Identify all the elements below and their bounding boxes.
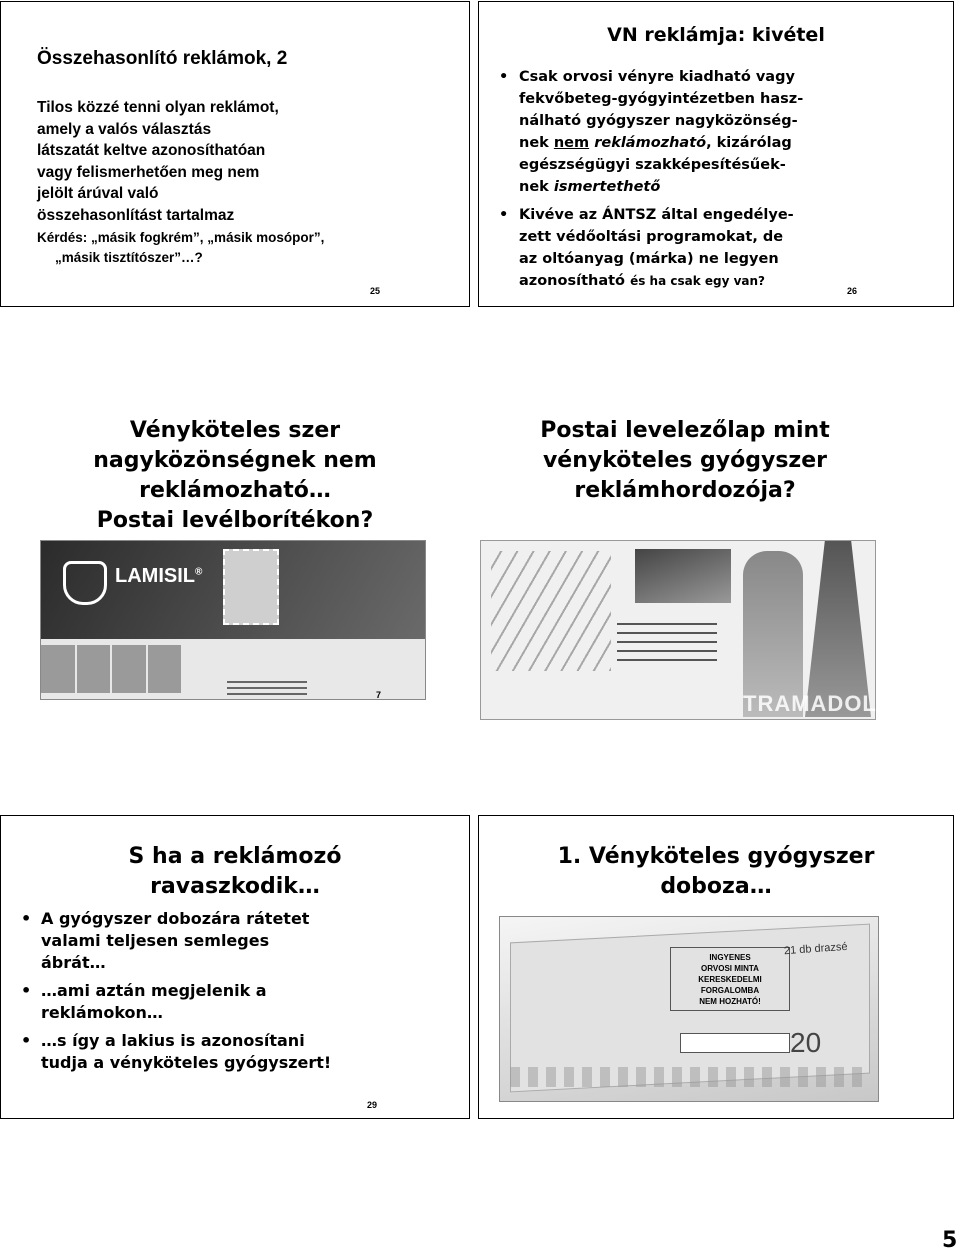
bullet-line xyxy=(519,270,939,292)
body-line: amely a valós választás xyxy=(37,120,212,138)
address-block xyxy=(227,677,307,695)
bullet-line: egészségügyi szakképesítésűek- xyxy=(519,157,786,173)
bullet-dot: • xyxy=(499,207,509,223)
medicine-box-photo xyxy=(499,916,879,1102)
bullet-line: valami teljesen semleges xyxy=(41,931,270,950)
body-line: összehasonlítást tartalmaz xyxy=(37,206,235,224)
body-line: vagy felismerhetően meg nem xyxy=(37,163,260,181)
title-line: vényköteles gyógyszer xyxy=(542,448,828,473)
bullet-line: tudja a vényköteles gyógyszert! xyxy=(41,1053,332,1072)
title-line: ravaszkodik… xyxy=(150,874,320,899)
slide-25 xyxy=(0,1,470,307)
page-number: 25 xyxy=(370,286,381,296)
slide-25-body xyxy=(37,97,457,226)
title-line: S ha a reklámozó xyxy=(128,844,342,869)
slide-26 xyxy=(478,1,954,307)
underlined-word: nem xyxy=(553,135,590,151)
bullet-line: Csak orvosi vényre kiadható vagy xyxy=(519,69,795,85)
bullet-item xyxy=(21,980,441,1024)
bullet-dot: • xyxy=(499,69,509,85)
postage-stamp-icon xyxy=(635,549,731,603)
text-fragment: azonosítható xyxy=(519,273,631,289)
slide-27-title xyxy=(20,416,450,536)
registered-mark: ® xyxy=(195,566,203,578)
postcard-brand: TRAMADOL xyxy=(743,691,877,716)
handwritten-note: 21 db drazsé xyxy=(783,940,848,958)
title-line: 1. Vényköteles gyógyszer xyxy=(557,844,875,869)
box-label xyxy=(670,947,790,1011)
shield-logo-icon xyxy=(63,561,107,605)
envelope-brand xyxy=(115,565,202,588)
title-line: Postai levélborítékon? xyxy=(96,508,374,533)
body-line: látszatát keltve azonosíthatóan xyxy=(37,142,266,159)
sheet-page-number: 5 xyxy=(942,1228,958,1253)
slide-29 xyxy=(0,815,470,1119)
address-block xyxy=(617,617,717,661)
title-line: reklámozható… xyxy=(139,478,331,503)
postage-stamp-icon xyxy=(223,549,279,625)
page-number: 26 xyxy=(847,286,858,296)
bullet-line xyxy=(519,132,939,154)
envelope-photo-strip xyxy=(41,645,181,693)
page-number: 7 xyxy=(376,690,382,700)
envelope-photo xyxy=(40,540,426,700)
page-number: 29 xyxy=(367,1100,378,1110)
slide-26-title: VN reklámja: kivétel xyxy=(607,24,825,46)
text-fragment: nek xyxy=(519,135,554,151)
italic-word: ismertethető xyxy=(553,179,661,195)
bullet-line: …ami aztán megjelenik a xyxy=(41,981,267,1000)
slide-30-title xyxy=(479,842,953,902)
slide-25-question xyxy=(37,228,457,268)
bullet-item xyxy=(21,908,441,974)
bullet-line: ábrát… xyxy=(41,953,106,972)
question-line: Kérdés: „másik fogkrém”, „másik mosópor”, xyxy=(37,230,325,245)
question-line: „másik tisztítószer”…? xyxy=(55,250,203,265)
title-line: doboza… xyxy=(660,874,772,899)
label-line: FORGALOMBA xyxy=(700,986,760,995)
bullet-line: fekvőbeteg-gyógyintézetben hasz- xyxy=(519,91,804,107)
title-line: reklámhordozója? xyxy=(574,478,796,503)
bullet-item xyxy=(21,1030,441,1074)
slide-29-title xyxy=(1,842,469,902)
label-line: KERESKEDELMI xyxy=(698,975,762,984)
bullet-line: az oltóanyag (márka) ne legyen xyxy=(519,251,779,267)
title-line: Postai levelezőlap mint xyxy=(540,418,830,443)
bullet-line xyxy=(519,176,939,198)
text-fragment: , kizárólag xyxy=(706,135,792,151)
label-line: ORVOSI MINTA xyxy=(701,964,759,973)
bullet-line: …s így a lakius is azonosítani xyxy=(41,1031,305,1050)
brand-text: LAMISIL xyxy=(115,565,195,587)
bullet-dot: • xyxy=(21,909,32,928)
bullet-line: Kivéve az ÁNTSZ által engedélye- xyxy=(519,207,794,223)
slide-28-title xyxy=(490,416,880,506)
bullet-item xyxy=(499,204,939,292)
label-line: NEM HOZHATÓ! xyxy=(699,997,761,1006)
body-line: Tilos közzé tenni olyan reklámot, xyxy=(37,99,279,116)
italic-word: reklámozható xyxy=(594,135,707,151)
box-handwriting-strip xyxy=(510,1067,870,1087)
box-number: 20 xyxy=(790,1027,822,1058)
text-fragment: nek xyxy=(519,179,554,195)
body-line: jelölt árúval való xyxy=(37,185,159,202)
slide-25-title: Összehasonlító reklámok, 2 xyxy=(37,48,288,69)
label-line: INGYENES xyxy=(709,953,751,962)
slide-30 xyxy=(478,815,954,1119)
bullet-dot: • xyxy=(21,981,32,1000)
title-line: nagyközönségnek nem xyxy=(93,448,377,473)
text-fragment: és ha csak egy van? xyxy=(630,274,766,288)
title-line: Vényköteles szer xyxy=(129,418,341,443)
bullet-item xyxy=(499,66,939,198)
bullet-line: zett védőoltási programokat, de xyxy=(519,229,784,245)
bullet-dot: • xyxy=(21,1031,32,1050)
handwriting-lines xyxy=(491,551,611,671)
redacted-brand xyxy=(680,1033,790,1053)
envelope-banner xyxy=(41,541,425,639)
bullet-line: reklámokon… xyxy=(41,1003,163,1022)
postcard-photo xyxy=(480,540,876,720)
bullet-line: nálható gyógyszer nagyközönség- xyxy=(519,113,798,129)
bullet-line: A gyógyszer dobozára rátetet xyxy=(41,909,310,928)
